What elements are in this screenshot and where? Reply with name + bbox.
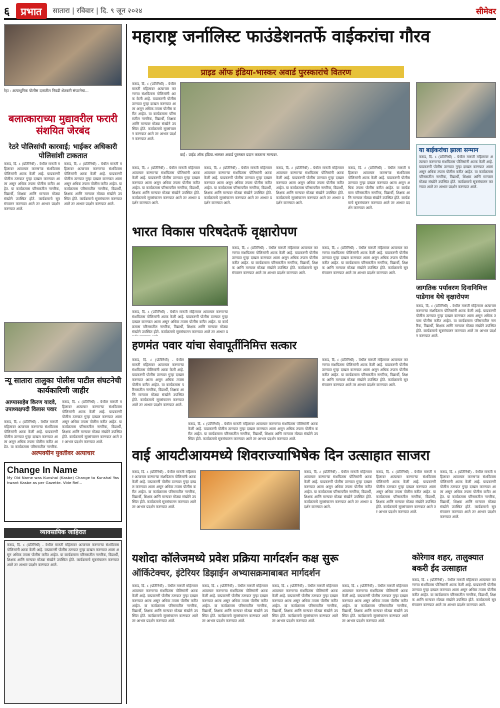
masthead	[4, 4, 496, 20]
article-body: कराड, दि. ८ (प्रतिनिधी) - येथील मारुती महिलावर अत्याचार करणाऱ्या संशयितास पोलिसांनी अटक केली आहे. याप्रकरणी पोलीस ठाण्यात गुन्हा दाखल करण्यात आला असून अधिक तपास पोलीस करीत आहेत. या कार्यक्रमास परिसरातील नागरिक, विद्यार्थी, शिक्षक आणि मान्यवर मोठ्या संख्येने उपस्थित होते. कार्यक्रमाचे सूत्रसंचालन करण्यात आले तर आभार प्रदर्शन करण्यात आले.	[64, 162, 122, 206]
article-body: कराड, दि. ८ (प्रतिनिधी) - येथील मारुती महिलावर अत्याचार करणाऱ्या संशयितास पोलिसांनी अटक केली आहे. याप्रकरणी पोलीस ठाण्यात गुन्हा दाखल करण्यात आला असून अधिक तपास पोलीस करीत आहेत. या कार्यक्रमास परिसरातील नागरिक, विद्यार्थी, शिक्षक आणि मान्यवर मोठ्या संख्येने उपस्थित होते. कार्यक्रमाचे सूत्रसंचालन करण्यात आले तर आभार प्रदर्शन करण्यात आले.	[272, 584, 338, 623]
box-headline: या बाईकरांचा झाला सन्मान	[419, 147, 479, 154]
article-body: कराड, दि. ८ (प्रतिनिधी) - येथील मारुती महिलावर अत्याचार करणाऱ्या संशयितास पोलिसांनी अटक केली आहे. याप्रकरणी पोलीस ठाण्यात गुन्हा दाखल करण्यात आला असून अधिक तपास पोलीस करीत आहेत. या कार्यक्रमास परिसरातील नागरिक, विद्यार्थी, शिक्षक आणि मान्यवर मोठ्या संख्येने उपस्थित होते. कार्यक्रमाचे सूत्रसंचालन करण्यात आले तर आभार प्रदर्शन करण्यात आले.	[440, 470, 496, 519]
biker-photo	[416, 82, 496, 138]
info-box	[416, 144, 496, 216]
article-headline: कोरेगाव शहर, तालुक्यात बकरी ईद उत्साहात	[412, 552, 484, 573]
article-body: कराड, दि. ८ (प्रतिनिधी) - येथील मारुती महिलावर अत्याचार करणाऱ्या संशयितास पोलिसांनी अटक केली आहे. याप्रकरणी पोलीस ठाण्यात गुन्हा दाखल करण्यात आला असून अधिक तपास पोलीस करीत आहेत. या कार्यक्रमास परिसरातील नागरिक, विद्यार्थी, शिक्षक आणि मान्यवर मोठ्या संख्येने उपस्थित होते. कार्यक्रमाचे सूत्रसंचालन करण्यात आले तर आभार प्रदर्शन करण्यात आले.	[322, 246, 408, 275]
classifieds-banner: व्यावसायिक जाहिरात	[4, 528, 122, 538]
main-headline: महाराष्ट्र जर्नालिस्ट फाउंडेशनतर्फे वाईकरांचा गौरव	[132, 27, 431, 47]
photo-caption: वाई : प्राईड ऑफ इंडिया-भास्कर अवार्ड पुरस्कार प्रदान करताना मान्यवर.	[180, 152, 279, 157]
change-name-text: My Old Name was Kunshal (Kasbe) Change to Kunshal Yashwant Kasbe as per Gazette. Vide Ref...	[7, 475, 119, 485]
felicitation-photo	[188, 358, 318, 418]
article-headline: भारत विकास परिषदेतर्फे वृक्षारोपण	[132, 225, 297, 240]
newspaper-logo: प्रभात	[16, 3, 47, 19]
article-body: कराड, दि. ८ (प्रतिनिधी) - येथील मारुती महिलावर अत्याचार करणाऱ्या संशयितास पोलिसांनी अटक केली आहे. याप्रकरणी पोलीस ठाण्यात गुन्हा दाखल करण्यात आला असून अधिक तपास पोलीस करीत आहेत. या कार्यक्रमास परिसरातील नागरिक, विद्यार्थी, शिक्षक आणि मान्यवर मोठ्या संख्येने उपस्थित होते. कार्यक्रमाचे सूत्रसंचालन करण्यात आले तर आभार प्रदर्शन करण्यात आले.	[132, 166, 200, 205]
article-headline: यशोदा कॉलेजमध्ये प्रवेश प्रक्रिया मार्गदर्शन कक्ष सुरू	[132, 552, 339, 565]
article-body: कराड, दि. ८ (प्रतिनिधी) - येथील मारुती महिलावर अत्याचार करणाऱ्या संशयितास पोलिसांनी अटक केली आहे. याप्रकरणी पोलीस ठाण्यात गुन्हा दाखल करण्यात आला असून अधिक तपास पोलीस करीत आहेत. या कार्यक्रमास परिसरातील नागरिक, विद्यार्थी, शिक्षक आणि मान्यवर मोठ्या संख्येने उपस्थित होते. कार्यक्रमाचे सूत्रसंचालन करण्यात आले तर आभार प्रदर्शन करण्यात आले.	[342, 584, 408, 623]
news-photo	[4, 24, 122, 86]
article-body: कराड, दि. ८ (प्रतिनिधी) - येथील मारुती महिलावर अत्याचार करणाऱ्या संशयितास पोलिसांनी अटक केली आहे. याप्रकरणी पोलीस ठाण्यात गुन्हा दाखल करण्यात आला असून अधिक तपास पोलीस करीत आहेत. या कार्यक्रमास परिसरातील नागरिक, विद्यार्थी, शिक्षक आणि मान्यवर मोठ्या संख्येने उपस्थित होते. कार्यक्रमाचे सूत्रसंचालन करण्यात आले तर आभार प्रदर्शन करण्यात आले.	[304, 470, 372, 509]
article-body: कराड, दि. ८ (प्रतिनिधी) - येथील मारुती महिलावर अत्याचार करणाऱ्या संशयितास पोलिसांनी अटक केली आहे. याप्रकरणी पोलीस ठाण्यात गुन्हा दाखल करण्यात आला असून अधिक तपास पोलीस करीत आहेत. या कार्यक्रमास परिसरातील नागरिक, विद्यार्थी, शिक्षक आणि मान्यवर मोठ्या संख्येने उपस्थित होते. कार्यक्रमाचे सूत्रसंचालन करण्यात आले तर आभार प्रदर्शन करण्यात आले.	[188, 422, 318, 441]
article-subhead: ऑर्किटेक्चर, इंटेरियर डिझाईन अभ्यासक्रमाबाबत मार्गदर्शन	[132, 569, 321, 579]
environment-photo	[416, 224, 496, 280]
issue-date: सातारा | रविवार | दि. ९ जून २०२४	[52, 6, 143, 15]
article-body: कराड, दि. ८ (प्रतिनिधी) - येथील मारुती महिलावर अत्याचार करणाऱ्या संशयितास पोलिसांनी अटक केली आहे. याप्रकरणी पोलीस ठाण्यात गुन्हा दाखल करण्यात आला असून अधिक तपास पोलीस करीत आहेत. या कार्यक्रमास परिसरातील नागरिक, विद्यार्थी, शिक्षक आणि मान्यवर मोठ्या संख्येने उपस्थित होते. कार्यक्रमाचे सूत्रसंचालन करण्यात आले तर आभार प्रदर्शन करण्यात आले.	[232, 246, 318, 275]
article-body: कराड, दि. ८ (प्रतिनिधी) - येथील मारुती महिलावर अत्याचार करणाऱ्या संशयितास पोलिसांनी अटक केली आहे. याप्रकरणी पोलीस ठाण्यात गुन्हा दाखल करण्यात आला असून अधिक तपास पोलीस करीत आहेत. या कार्यक्रमास परिसरातील नागरिक, विद्यार्थी, शिक्षक आणि मान्यवर मोठ्या संख्येने उपस्थित होते. कार्यक्रमाचे सूत्रसंचालन करण्यात आले तर आभार प्रदर्शन करण्यात आले.	[416, 304, 496, 338]
award-photo	[180, 82, 410, 150]
section-label: सीमेवर	[476, 6, 496, 16]
award-band: प्राइड ऑफ इंडिया-भास्कर अवार्ड पुरस्कारांचे वितरण	[148, 66, 404, 78]
article-body: कराड, दि. ८ (प्रतिनिधी) - येथील मारुती महिलावर अत्याचार करणाऱ्या संशयितास पोलिसांनी अटक केली आहे. याप्रकरणी पोलीस ठाण्यात गुन्हा दाखल करण्यात आला असून अधिक तपास पोलीस करीत आहेत. या कार्यक्रमास परिसरातील नागरिक, विद्यार्थी, शिक्षक आणि मान्यवर मोठ्या संख्येने उपस्थित होते. कार्यक्रमाचे सूत्रसंचालन करण्यात आले तर आभार प्रदर्शन करण्यात आले.	[132, 470, 196, 509]
article-subhead: आप्पासाहेब किरण यादवे, उपाध्यक्षपदी विलास पवार	[5, 400, 57, 413]
itiphoto	[200, 470, 300, 530]
article-body: कराड, दि. ८ (प्रतिनिधी) - येथील मारुती महिलावर अत्याचार करणाऱ्या संशयितास पोलिसांनी अटक केली आहे. याप्रकरणी पोलीस ठाण्यात गुन्हा दाखल करण्यात आला असून अधिक तपास पोलीस करीत आहेत. या कार्यक्रमास परिसरातील नागरिक, विद्यार्थी, शिक्षक आणि मान्यवर मोठ्या संख्येने उपस्थित होते. कार्यक्रमाचे सूत्रसंचालन करण्यात आले तर आभार प्रदर्शन करण्यात आले.	[132, 584, 198, 623]
article-headline: न्यू सातारा तालुका पोलीस पाटील संघटनेची कार्यकारिणी जाहीर	[4, 376, 122, 395]
classifieds-text: कराड, दि. ८ (प्रतिनिधी) - येथील मारुती महिलावर अत्याचार करणाऱ्या संशयितास पोलिसांनी अटक केली आहे. याप्रकरणी पोलीस ठाण्यात गुन्हा दाखल करण्यात आला असून अधिक तपास पोलीस करीत आहेत. या कार्यक्रमास परिसरातील नागरिक, विद्यार्थी, शिक्षक आणि मान्यवर मोठ्या संख्येने उपस्थित होते. कार्यक्रमाचे सूत्रसंचालन करण्यात आले तर आभार प्रदर्शन करण्यात आले.	[7, 543, 119, 567]
article-body: कराड, दि. ८ (प्रतिनिधी) - येथील मारुती महिलावर अत्याचार करणाऱ्या संशयितास पोलिसांनी अटक केली आहे. याप्रकरणी पोलीस ठाण्यात गुन्हा दाखल करण्यात आला असून अधिक तपास पोलीस करीत आहेत. या कार्यक्रमास परिसरातील नागरिक, विद्यार्थी, शिक्षक आणि मान्यवर मोठ्या संख्येने उपस्थित होते. कार्यक्रमाचे सूत्रसंचालन करण्यात आले तर आभार प्रदर्शन करण्यात आले.	[4, 162, 60, 211]
column-rule	[126, 24, 127, 704]
photo-caption: रेहा : अत्याधुनिक पोलीस दलातील निवडी शेतकरी संघटनेचा...	[4, 88, 89, 93]
article-body: कराड, दि. ८ (प्रतिनिधी) - येथील मारुती महिलावर अत्याचार करणाऱ्या संशयितास पोलिसांनी अटक केली आहे. याप्रकरणी पोलीस ठाण्यात गुन्हा दाखल करण्यात आला असून अधिक तपास पोलीस करीत आहेत. या कार्यक्रमास परिसरातील नागरिक, विद्यार्थी, शिक्षक आणि मान्यवर मोठ्या संख्येने उपस्थित होते. कार्यक्रमाचे सूत्रसंचालन करण्यात आले तर आभार प्रदर्शन करण्यात आले.	[412, 578, 496, 607]
article-body: कराड, दि. ८ (प्रतिनिधी) - येथील मारुती महिलावर अत्याचार करणाऱ्या संशयितास पोलिसांनी अटक केली आहे. याप्रकरणी पोलीस ठाण्यात गुन्हा दाखल करण्यात आला असून अधिक तपास पोलीस करीत आहेत. या कार्यक्रमास परिसरातील नागरिक, विद्यार्थी, शिक्षक आणि मान्यवर मोठ्या संख्येने उपस्थित होते. कार्यक्रमाचे सूत्रसंचालन करण्यात आले तर आभार प्रदर्शन करण्यात आले.	[132, 82, 176, 141]
article-body: कराड, दि. ८ (प्रतिनिधी) - येथील मारुती महिलावर अत्याचार करणाऱ्या संशयितास पोलिसांनी अटक केली आहे. याप्रकरणी पोलीस ठाण्यात गुन्हा दाखल करण्यात आला असून अधिक तपास पोलीस करीत आहेत. या कार्यक्रमास परिसरातील नागरिक, विद्यार्थी, शिक्षक आणि मान्यवर मोठ्या संख्येने उपस्थित होते. कार्यक्रमाचे सूत्रसंचालन करण्यात आले तर आभार प्र	[132, 310, 228, 334]
change-name-title: Change In Name	[7, 465, 78, 475]
change-name-notice	[4, 462, 122, 522]
article-headline: हणमंत पवार यांचा सेवापूर्तीनिमित्त सत्कार	[132, 339, 297, 352]
page-number: ६	[4, 4, 10, 18]
article-body: कराड, दि. ८ (प्रतिनिधी) - येथील मारुती महिलावर अत्याचार करणाऱ्या संशयितास पोलिसांनी अटक केली आहे. याप्रकरणी पोलीस ठाण्यात गुन्हा दाखल करण्यात आला असून अधिक तपास पोलीस करीत आहेत. या कार्यक्रमास परिसरातील नागरिक, विद्यार्थी, शिक्षक आणि मान्यवर मोठ्या संख्येने उपस्थित होते. कार्यक्रमाचे सूत्रसंचालन करण्यात आले तर आभार प्रदर्शन करण्यात आले.	[376, 470, 436, 514]
article-headline: जागतिक पर्यावरण दिनानिमित्त पाडेगाव येथे वृक्षारोपण	[416, 284, 487, 301]
article-body: कराड, दि. ८ (प्रतिनिधी) - येथील मारुती महिलावर अत्याचार करणाऱ्या संशयितास पोलिसांनी अटक केली आहे. याप्रकरणी पोलीस ठाण्यात गुन्हा दाखल करण्यात आला असून अधिक तपास पोलीस करीत आहेत. या कार्यक्रमास परिसरातील नागरिक,	[4, 420, 58, 448]
box-text: कराड, दि. ८ (प्रतिनिधी) - येथील मारुती महिलावर अत्याचार करणाऱ्या संशयितास पोलिसांनी अटक केली आहे. याप्रकरणी पोलीस ठाण्यात गुन्हा दाखल करण्यात आला असून अधिक तपास पोलीस करीत आहेत. या कार्यक्रमास परिसरातील नागरिक, विद्यार्थी, शिक्षक आणि मान्यवर मोठ्या संख्येने उपस्थित होते. कार्यक्रमाचे सूत्रसंचालन करण्यात आले तर आभार प्रदर्शन करण्यात आले.	[419, 155, 493, 189]
article-headline: बलात्काराच्या मुद्यावरील फरारी संशयित जेरबंद	[8, 114, 118, 137]
group-photo	[4, 322, 122, 372]
article-body: कराड, दि. ८ (प्रतिनिधी) - येथील मारुती महिलावर अत्याचार करणाऱ्या संशयितास पोलिसांनी अटक केली आहे. याप्रकरणी पोलीस ठाण्यात गुन्हा दाखल करण्यात आला असून अधिक तपास पोलीस करीत आहेत. या कार्यक्रमास परिसरातील नागरिक, विद्यार्थी, शिक्षक आणि मान्यवर मोठ्या संख्येने उपस्थित होते. कार्यक्रमाचे सूत्रसंचालन करण्यात आले तर आभार प्रदर्शन करण्यात आले.	[322, 358, 408, 387]
article-body: कराड, दि. ८ (प्रतिनिधी) - येथील मारुती महिलावर अत्याचार करणाऱ्या संशयितास पोलिसांनी अटक केली आहे. याप्रकरणी पोलीस ठाण्यात गुन्हा दाखल करण्यात आला असून अधिक तपास पोलीस करीत आहेत. या कार्यक्रमास परिसरातील नागरिक, विद्यार्थी, शिक्षक आणि मान्यवर मोठ्या संख्येने उपस्थित होते. कार्यक्रमाचे सूत्रसंचालन करण्यात आले तर आभार प्रदर्शन करण्यात आले.	[204, 166, 272, 205]
plantation-photo	[132, 246, 228, 306]
article-headline: वाई आयटीआयमध्ये शिवराज्याभिषेक दिन उत्साहात साजरा	[132, 448, 430, 464]
article-headline: अल्पवयीन युवतीवर अत्याचार	[31, 450, 95, 457]
article-body: कराड, दि. ८ (प्रतिनिधी) - येथील मारुती महिलावर अत्याचार करणाऱ्या संशयितास पोलिसांनी अटक केली आहे. याप्रकरणी पोलीस ठाण्यात गुन्हा दाखल करण्यात आला असून अधिक तपास पोलीस करीत आहेत. या कार्यक्रमास परिसरातील नागरिक, विद्यार्थी, शिक्षक आणि मान्यवर मोठ्या संख्येने उपस्थित होते. कार्यक्रमाचे सूत्रसंचालन करण्यात आले तर आभार प्रदर्शन करण्यात आले.	[132, 358, 184, 407]
article-body: कराड, दि. ८ (प्रतिनिधी) - येथील मारुती महिलावर अत्याचार करणाऱ्या संशयितास पोलिसांनी अटक केली आहे. याप्रकरणी पोलीस ठाण्यात गुन्हा दाखल करण्यात आला असून अधिक तपास पोलीस करीत आहेत. या कार्यक्रमास परिसरातील नागरिक, विद्यार्थी, शिक्षक आणि मान्यवर मोठ्या संख्येने उपस्थित होते. कार्यक्रमाचे सूत्रसंचालन करण्यात आले तर आभार प्रदर्शन करण्यात आले.	[202, 584, 268, 623]
article-body: कराड, दि. ८ (प्रतिनिधी) - येथील मारुती महिलावर अत्याचार करणाऱ्या संशयितास पोलिसांनी अटक केली आहे. याप्रकरणी पोलीस ठाण्यात गुन्हा दाखल करण्यात आला असून अधिक तपास पोलीस करीत आहेत. या कार्यक्रमास परिसरातील नागरिक, विद्यार्थी, शिक्षक आणि मान्यवर मोठ्या संख्येने उपस्थित होते. कार्यक्रमाचे सूत्रसंचालन करण्यात आले तर आभार प्रदर्शन करण्यात आले.	[348, 166, 410, 210]
article-body: कराड, दि. ८ (प्रतिनिधी) - येथील मारुती महिलावर अत्याचार करणाऱ्या संशयितास पोलिसांनी अटक केली आहे. याप्रकरणी पोलीस ठाण्यात गुन्हा दाखल करण्यात आला असून अधिक तपास पोलीस करीत आहेत. या कार्यक्रमास परिसरातील नागरिक, विद्यार्थी, शिक्षक आणि मान्यवर मोठ्या संख्येने उपस्थित होते. कार्यक्रमाचे सूत्रसंचालन करण्यात आले तर आभार प्रदर्शन करण्यात आले.	[276, 166, 344, 205]
article-subhead: रेठरे पोलिसांची कारवाई; भाईकर अधिकारी पोलिसांशी टाकतात	[8, 142, 118, 160]
classifieds-box	[4, 540, 122, 704]
article-body: कराड, दि. ८ (प्रतिनिधी) - येथील मारुती महिलावर अत्याचार करणाऱ्या संशयितास पोलिसांनी अटक केली आहे. याप्रकरणी पोलीस ठाण्यात गुन्हा दाखल करण्यात आला असून अधिक तपास पोलीस करीत आहेत. या कार्यक्रमास परिसरातील नागरिक, विद्यार्थी, शिक्षक आणि मान्यवर मोठ्या संख्येने उपस्थित होते. कार्यक्रमाचे सूत्रसंचालन करण्यात आले तर आभार प्रदर्शन करण्यात आले.	[62, 400, 122, 444]
